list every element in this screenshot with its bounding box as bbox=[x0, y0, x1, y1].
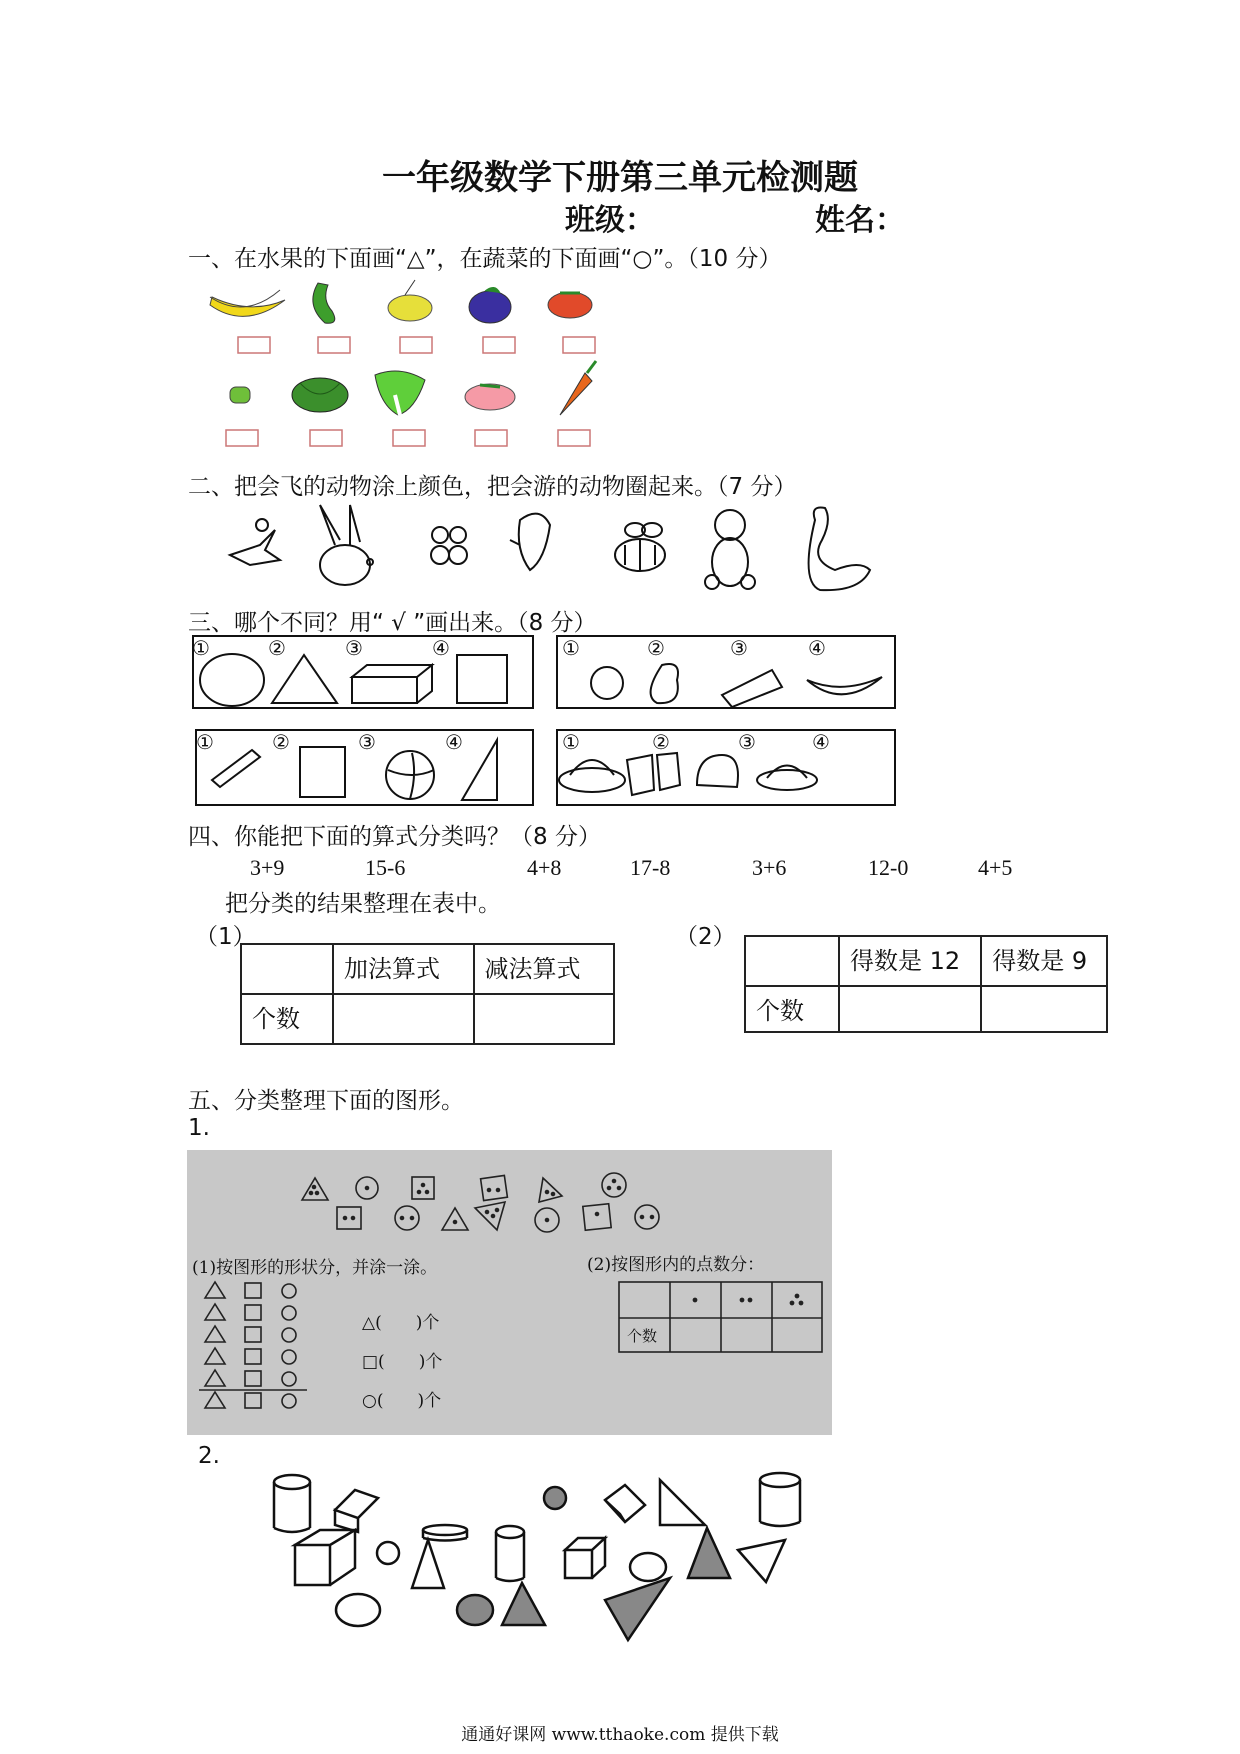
square-icon bbox=[337, 1207, 361, 1229]
filled-triangle-icon bbox=[502, 1583, 545, 1625]
answer-cell[interactable] bbox=[333, 994, 474, 1044]
circle-shape-icon bbox=[200, 654, 264, 706]
header-addition: 加法算式 bbox=[333, 944, 474, 994]
animal-images bbox=[220, 500, 890, 600]
cube-icon bbox=[565, 1538, 605, 1578]
pepper-icon bbox=[230, 387, 250, 403]
panel4-num-1: ① bbox=[562, 730, 580, 754]
panel1-num-2: ② bbox=[268, 636, 286, 660]
table-addition-subtraction bbox=[240, 943, 615, 1045]
sun-hat-icon bbox=[559, 768, 625, 792]
pencil-icon bbox=[722, 670, 782, 707]
panel4-num-3: ③ bbox=[738, 730, 756, 754]
pear-icon bbox=[388, 280, 432, 321]
header-result-12: 得数是 12 bbox=[839, 936, 981, 986]
panel-fruit-pencil bbox=[557, 636, 895, 708]
question-4: 四、你能把下面的算式分类吗？（8 分） bbox=[188, 824, 601, 850]
panel1-num-3: ③ bbox=[345, 636, 363, 660]
panel-shapes bbox=[193, 636, 533, 708]
answer-cell[interactable] bbox=[839, 986, 981, 1032]
triangle-outline-icon bbox=[660, 1480, 705, 1525]
cabbage-icon bbox=[375, 371, 425, 415]
banana-outline-icon bbox=[807, 677, 882, 694]
expression: 4+5 bbox=[978, 855, 1013, 880]
triangle-outline-icon bbox=[738, 1540, 785, 1582]
shape-sorting-figure bbox=[187, 1150, 832, 1435]
cylinder-icon bbox=[760, 1473, 800, 1526]
triangle-shape-icon bbox=[272, 655, 337, 703]
page-title: 一年级数学下册第三单元检测题 bbox=[382, 158, 858, 198]
part-5-2-label: 2. bbox=[198, 1443, 220, 1469]
row-count-label: 个数 bbox=[241, 994, 333, 1044]
odd-one-out-panels bbox=[192, 635, 902, 810]
eggplant-icon bbox=[469, 287, 511, 323]
cube-icon bbox=[605, 1485, 645, 1522]
part-5-1-label: 1. bbox=[188, 1115, 210, 1141]
question-5: 五、分类整理下面的图形。 bbox=[188, 1088, 464, 1114]
expression: 17-8 bbox=[630, 855, 671, 880]
knit-hat-icon bbox=[697, 755, 738, 787]
panel3-num-1: ① bbox=[196, 730, 214, 754]
circle-icon bbox=[395, 1206, 419, 1230]
sort-by-dots-label: (2)按图形内的点数分： bbox=[587, 1255, 765, 1275]
square-icon bbox=[583, 1204, 611, 1231]
sort-by-shape-label: (1)按图形的形状分，并涂一涂。 bbox=[192, 1258, 438, 1278]
carrot-icon bbox=[560, 361, 596, 415]
cube-icon bbox=[295, 1530, 355, 1585]
triangle-outline-icon bbox=[412, 1540, 444, 1588]
bear-icon bbox=[705, 510, 755, 589]
watermelon-icon bbox=[292, 378, 348, 412]
circle-icon bbox=[602, 1173, 626, 1197]
row-count-label: 个数 bbox=[745, 986, 839, 1032]
filled-triangle-icon bbox=[688, 1528, 730, 1578]
panel2-num-1: ① bbox=[562, 636, 580, 660]
square-count: □( )个 bbox=[362, 1352, 443, 1372]
cylinder-icon bbox=[496, 1526, 524, 1581]
table-result-12-9 bbox=[744, 935, 1108, 1033]
circle-outline-icon bbox=[630, 1553, 666, 1581]
panel4-num-4: ④ bbox=[812, 730, 830, 754]
panel1-num-1: ① bbox=[192, 636, 210, 660]
filled-circle-icon bbox=[544, 1487, 566, 1509]
bird-icon bbox=[230, 519, 280, 565]
part-2-label: （2） bbox=[675, 924, 736, 950]
answer-cell[interactable] bbox=[981, 986, 1107, 1032]
tomato-icon bbox=[548, 292, 592, 318]
panel4-num-2: ② bbox=[652, 730, 670, 754]
socks-icon bbox=[627, 753, 680, 795]
panel2-num-4: ④ bbox=[808, 636, 826, 660]
expression: 3+6 bbox=[752, 855, 787, 880]
expression: 15-6 bbox=[365, 855, 406, 880]
rabbit-icon bbox=[320, 505, 373, 585]
solid-shapes-figure bbox=[260, 1470, 840, 1710]
set-square-icon bbox=[462, 740, 497, 800]
ruler-icon bbox=[212, 750, 260, 787]
panel3-num-3: ③ bbox=[358, 730, 376, 754]
panel3-num-2: ② bbox=[272, 730, 290, 754]
filled-circle-icon bbox=[457, 1595, 493, 1625]
question-1: 一、在水果的下面画“△”，在蔬菜的下面画“○”。（10 分） bbox=[188, 246, 782, 272]
square-icon bbox=[412, 1177, 434, 1199]
circle-count: ○( )个 bbox=[362, 1391, 442, 1411]
panel1-num-4: ④ bbox=[432, 636, 450, 660]
cucumber-icon bbox=[313, 283, 335, 323]
pear-outline-icon bbox=[651, 664, 678, 703]
dot-table-row-label: 个数 bbox=[627, 1327, 658, 1345]
expression: 3+9 bbox=[250, 855, 285, 880]
triangle-column bbox=[205, 1282, 225, 1408]
header-result-9: 得数是 9 bbox=[981, 936, 1107, 986]
expression: 4+8 bbox=[527, 855, 562, 880]
swan-icon bbox=[809, 508, 870, 591]
part-1-label: （1） bbox=[195, 924, 256, 950]
triangle-icon bbox=[442, 1208, 468, 1230]
cube-icon bbox=[335, 1490, 378, 1532]
footer-credit: 通通好课网 www.tthaoke.com 提供下载 bbox=[461, 1725, 779, 1745]
circle-outline-icon bbox=[377, 1542, 399, 1564]
notebook-icon bbox=[300, 747, 345, 797]
cylinder-icon bbox=[423, 1525, 467, 1541]
butterfly-icon bbox=[431, 527, 467, 564]
banana-icon bbox=[210, 290, 285, 316]
cylinder-icon bbox=[274, 1475, 310, 1532]
triangle-count: △( )个 bbox=[362, 1313, 440, 1333]
straw-hat-icon bbox=[757, 770, 817, 790]
circle-icon bbox=[635, 1205, 659, 1229]
square-icon bbox=[481, 1175, 508, 1200]
question-2: 二、把会飞的动物涂上颜色，把会游的动物圈起来。（7 分） bbox=[188, 474, 797, 500]
answer-cell[interactable] bbox=[474, 994, 615, 1044]
triangle-icon bbox=[539, 1178, 562, 1202]
class-label: 班级： bbox=[565, 203, 655, 238]
panel3-num-4: ④ bbox=[445, 730, 463, 754]
circle-outline-icon bbox=[336, 1594, 380, 1626]
apple-icon bbox=[591, 667, 623, 699]
fruit-vegetable-images bbox=[200, 275, 620, 460]
filled-triangle-icon bbox=[605, 1578, 670, 1640]
square-shape-icon bbox=[457, 655, 507, 703]
panel2-num-3: ③ bbox=[730, 636, 748, 660]
header-subtraction: 减法算式 bbox=[474, 944, 615, 994]
expression: 12-0 bbox=[868, 855, 909, 880]
question-3: 三、哪个不同？用“ √ ”画出来。（8 分） bbox=[188, 610, 597, 636]
cuboid-shape-icon bbox=[352, 665, 432, 703]
peach-icon bbox=[465, 384, 515, 410]
classify-instruction: 把分类的结果整理在表中。 bbox=[225, 891, 501, 917]
panel2-num-2: ② bbox=[647, 636, 665, 660]
name-label: 姓名： bbox=[815, 203, 905, 238]
triangle-icon bbox=[475, 1202, 505, 1230]
bee-icon bbox=[615, 523, 665, 571]
parrot-icon bbox=[510, 514, 550, 570]
